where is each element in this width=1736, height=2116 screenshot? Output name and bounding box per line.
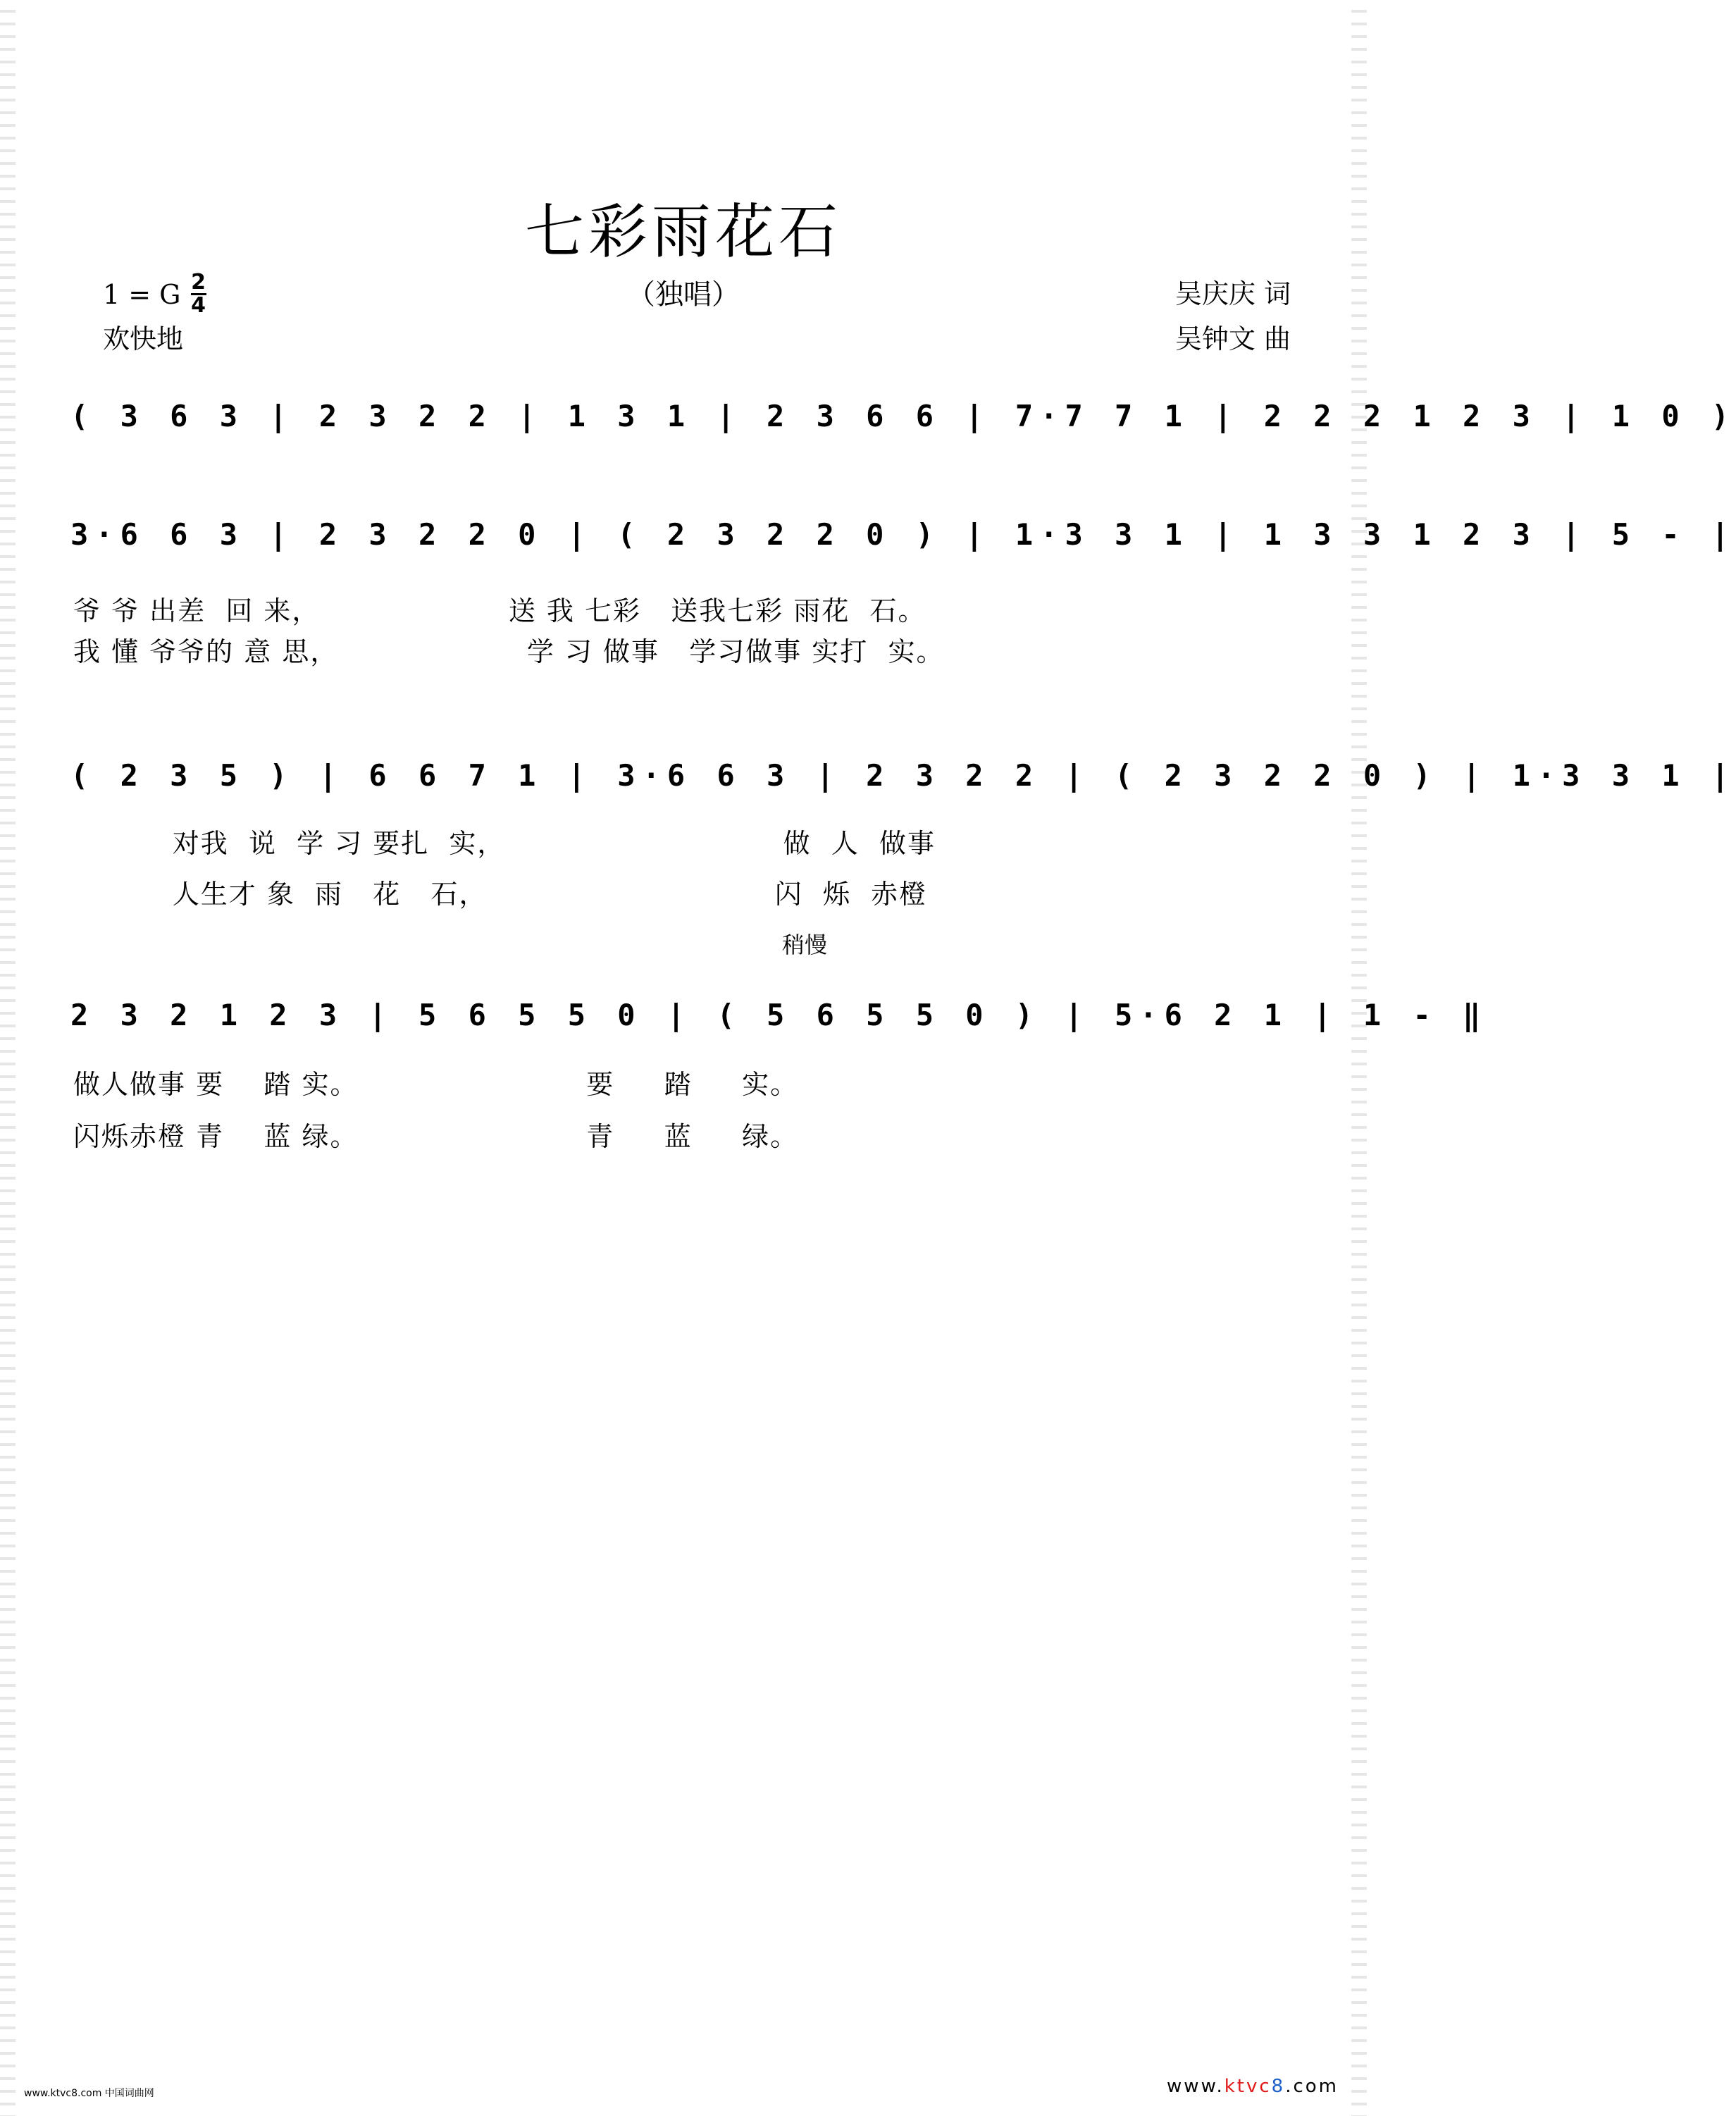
left-decorative-strip xyxy=(0,0,16,2116)
staff-notes: ( 2 3 5 ) | 6 6 7 1 | 3·6 6 3 | 2 3 2 2 | ( 2 3 2 2 0 ) | 1·3 3 1 | xyxy=(70,758,1736,793)
staff-notes: 2 3 2 1 2 3 | 5 6 5 5 0 | ( 5 6 5 5 0 ) | 5·6 2 1 | 1 - ‖ xyxy=(70,998,1488,1032)
lyricist-credit: 吴庆庆 词 xyxy=(1174,278,1291,309)
footer-watermark-logo xyxy=(1167,2076,1339,2097)
time-signature-bottom: 4 xyxy=(191,293,206,318)
composer-credit: 吴钟文 曲 xyxy=(1174,323,1291,354)
lyric-verse-1: 爷 爷 出差 回 来， 送 我 七彩 送我七彩 雨花 石。 xyxy=(73,595,926,626)
lyric-verse-1: 做人做事 要 踏 实。 要 踏 实。 xyxy=(73,1069,799,1100)
key-label: 1 = G xyxy=(103,278,181,310)
song-subtitle: （独唱） xyxy=(627,278,740,311)
staff-notes: ( 3 6 3 | 2 3 2 2 | 1 3 1 | 2 3 6 6 | 7·7 7 1 | 2 2 2 1 2 3 | 1 0 ) xyxy=(70,399,1736,433)
lyric-verse-2: 闪烁赤橙 青 蓝 绿。 青 蓝 绿。 xyxy=(73,1121,799,1152)
watermark-suffix: .com xyxy=(1285,2076,1339,2097)
staff-line-4 xyxy=(70,998,1488,1068)
lyric-verse-2: 人生才 象 雨 花 石， 闪 烁 赤橙 xyxy=(73,879,928,910)
right-decorative-strip xyxy=(1351,0,1367,2116)
song-title: 七彩雨花石 xyxy=(524,197,842,266)
watermark-brand-red: ktvc xyxy=(1224,2076,1272,2097)
footer-source-text: www.ktvc8.com 中国词曲网 xyxy=(24,2088,154,2099)
staff-line-3 xyxy=(70,758,1736,829)
time-signature xyxy=(191,272,206,316)
time-signature-top: 2 xyxy=(191,270,206,295)
watermark-brand-blue: 8 xyxy=(1271,2076,1286,2097)
lyric-verse-2: 我 懂 爷爷的 意 思， 学 习 做事 学习做事 实打 实。 xyxy=(73,636,945,667)
tempo-change-marking: 稍慢 xyxy=(782,932,828,958)
staff-line-1 xyxy=(70,399,1736,469)
watermark-prefix: www. xyxy=(1167,2076,1224,2097)
tempo-marking: 欢快地 xyxy=(103,323,184,354)
key-signature xyxy=(103,272,206,316)
lyric-verse-1: 对我 说 学 习 要扎 实， 做 人 做事 xyxy=(73,828,936,859)
staff-notes: 3·6 6 3 | 2 3 2 2 0 | ( 2 3 2 2 0 ) | 1·3 3 1 | 1 3 3 1 2 3 | 5 - | xyxy=(70,517,1736,552)
staff-line-2 xyxy=(70,517,1736,588)
